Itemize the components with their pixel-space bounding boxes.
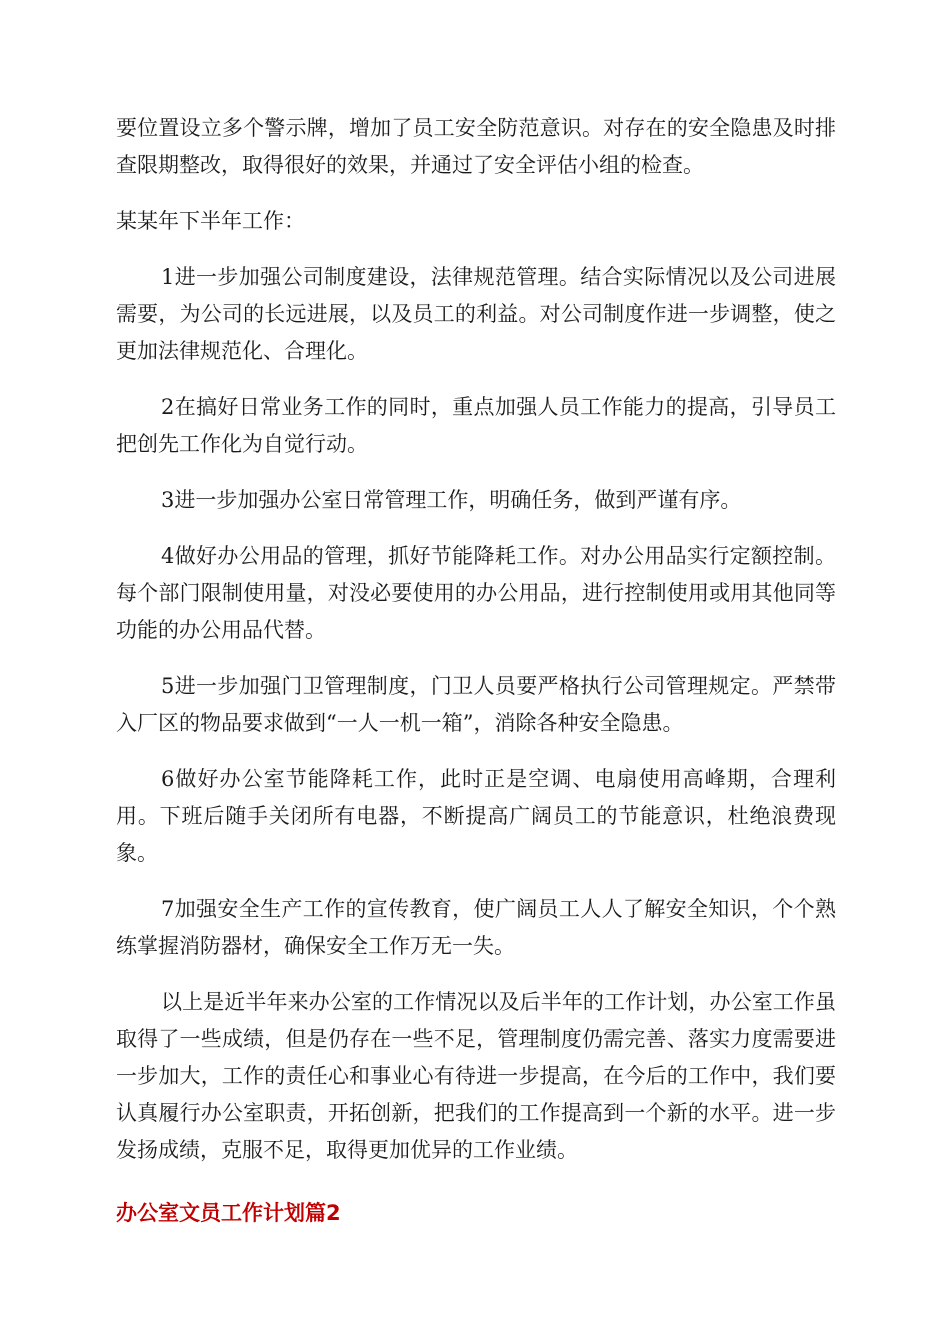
paragraph-item-5: 5进一步加强门卫管理制度，门卫人员要严格执行公司管理规定。严禁带入厂区的物品要求做到“一人一机一箱”，消除各种安全隐患。: [116, 674, 836, 735]
paragraph-item-3: 3进一步加强办公室日常管理工作，明确任务，做到严谨有序。: [161, 488, 742, 512]
paragraph-item-2: 2在搞好日常业务工作的同时，重点加强人员工作能力的提高，引导员工把创先工作化为自觉行动。: [116, 395, 836, 456]
paragraph-section-label: 某某年下半年工作：: [116, 209, 305, 233]
paragraph-item-1: 1进一步加强公司制度建设，法律规范管理。结合实际情况以及公司进展需要，为公司的长远进展，以及员工的利益。对公司制度作进一步调整，使之更加法律规范化、合理化。: [116, 265, 836, 363]
paragraph-continuation: 要位置设立多个警示牌，增加了员工安全防范意识。对存在的安全隐患及时排查限期整改，取得很好的效果，并通过了安全评估小组的检查。: [116, 116, 836, 177]
paragraph-item-7: 7加强安全生产工作的宣传教育，使广阔员工人人了解安全知识，个个熟练掌握消防器材，确保安全工作万无一失。: [116, 897, 836, 958]
paragraph-summary: 以上是近半年来办公室的工作情况以及后半年的工作计划，办公室工作虽取得了一些成绩，但是仍存在一些不足，管理制度仍需完善、落实力度需要进一步加大，工作的责任心和事业心有待进一步提高，在今后的工作中，我们要认真履行办公室职责，开拓创新，把我们的工作提高到一个新的水平。进一步发扬成绩，克服不足，取得更加优异的工作业绩。: [116, 990, 836, 1162]
document-body: [116, 110, 836, 1232]
section-heading: 办公室文员工作计划篇2: [116, 1201, 341, 1225]
paragraph-item-6: 6做好办公室节能降耗工作，此时正是空调、电扇使用高峰期，合理利用。下班后随手关闭所有电器，不断提高广阔员工的节能意识，杜绝浪费现象。: [116, 767, 836, 865]
paragraph-item-4: 4做好办公用品的管理，抓好节能降耗工作。对办公用品实行定额控制。每个部门限制使用量，对没必要使用的办公用品，进行控制使用或用其他同等功能的办公用品代替。: [116, 544, 836, 642]
